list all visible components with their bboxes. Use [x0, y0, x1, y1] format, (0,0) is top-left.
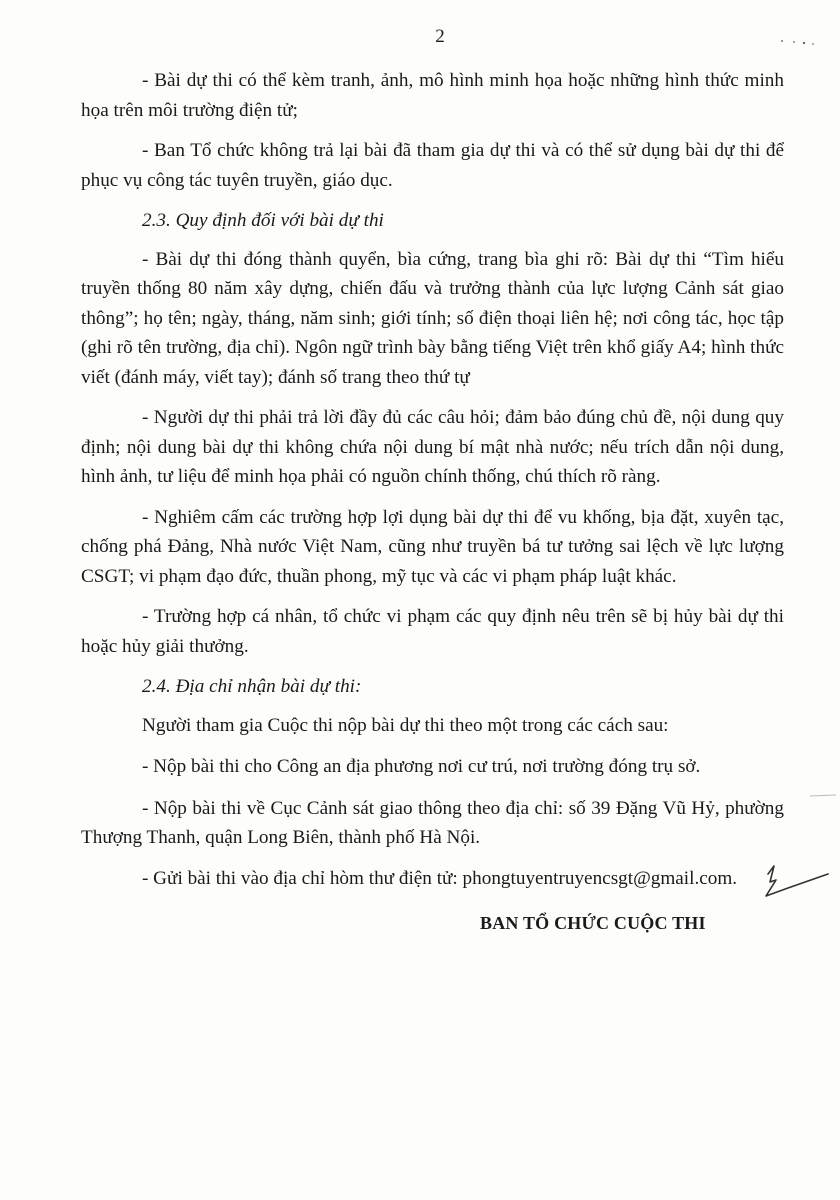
paragraph-submission-intro: Người tham gia Cuộc thi nộp bài dự thi theo một trong các cách sau: [142, 714, 669, 736]
list-item-postal-address: - Nộp bài thi về Cục Cảnh sát giao thông theo địa chỉ: số 39 Đặng Vũ Hỷ, phường Thượng Thanh, quận Long Biên, thành phố Hà Nội. [81, 797, 784, 848]
scan-speck-marks [778, 36, 818, 48]
page-number: 2 [435, 26, 445, 47]
scan-edge-mark [808, 790, 838, 802]
paragraph-violations: - Trường hợp cá nhân, tổ chức vi phạm các quy định nêu trên sẽ bị hủy bài dự thi hoặc hủy giải thưởng. [81, 606, 784, 657]
list-item-email: - Gửi bài thi vào địa chỉ hòm thư điện tử: phongtuyentruyencsgt@gmail.com. [142, 867, 738, 889]
paragraph-format-rules: - Bài dự thi đóng thành quyển, bìa cứng, trang bìa ghi rõ: Bài dự thi “Tìm hiểu truyền thống 80 năm xây dựng, chiến đấu và trưởng thành của lực lượng Cảnh sát giao thông”; họ tên; ngày, tháng, năm sinh; giới tính; số điện thoại liên hệ; nơi công tác, học tập (ghi rõ tên trường, địa chỉ). Ngôn ngữ trình bày bằng tiếng Việt trên khổ giấy A4; hình thức viết (đánh máy, viết tay); đánh số trang theo thứ tự [81, 248, 784, 388]
paragraph-illustration: - Bài dự thi có thể kèm tranh, ảnh, mô hình minh họa hoặc những hình thức minh họa trên môi trường điện tử; [81, 70, 784, 121]
document-body [81, 66, 784, 893]
paragraph-no-return: - Ban Tổ chức không trả lại bài đã tham gia dự thi và có thể sử dụng bài dự thi để phục vụ công tác tuyên truyền, giáo dục. [81, 140, 784, 191]
handwritten-mark [760, 862, 832, 906]
paragraph-prohibitions: - Nghiêm cấm các trường hợp lợi dụng bài dự thi để vu khống, bịa đặt, xuyên tạc, chống phá Đảng, Nhà nước Việt Nam, cũng như truyền bá tư tưởng sai lệch về lực lượng CSGT; vi phạm đạo đức, thuần phong, mỹ tục và các vi phạm pháp luật khác. [81, 506, 784, 587]
organizing-committee-signature: BAN TỔ CHỨC CUỘC THI [480, 913, 706, 933]
list-item-local-police: - Nộp bài thi cho Công an địa phương nơi cư trú, nơi trường đóng trụ sở. [142, 756, 701, 777]
section-heading-2-4: 2.4. Địa chỉ nhận bài dự thi: [142, 676, 362, 697]
paragraph-answer-requirements: - Người dự thi phải trả lời đầy đủ các câu hỏi; đảm bảo đúng chủ đề, nội dung quy định; nội dung bài dự thi không chứa nội dung bí mật nhà nước; nếu trích dẫn nội dung, hình ảnh, tư liệu để minh họa phải có nguồn chính thống, chú thích rõ ràng. [81, 407, 784, 487]
section-heading-2-3: 2.3. Quy định đối với bài dự thi [142, 210, 384, 231]
